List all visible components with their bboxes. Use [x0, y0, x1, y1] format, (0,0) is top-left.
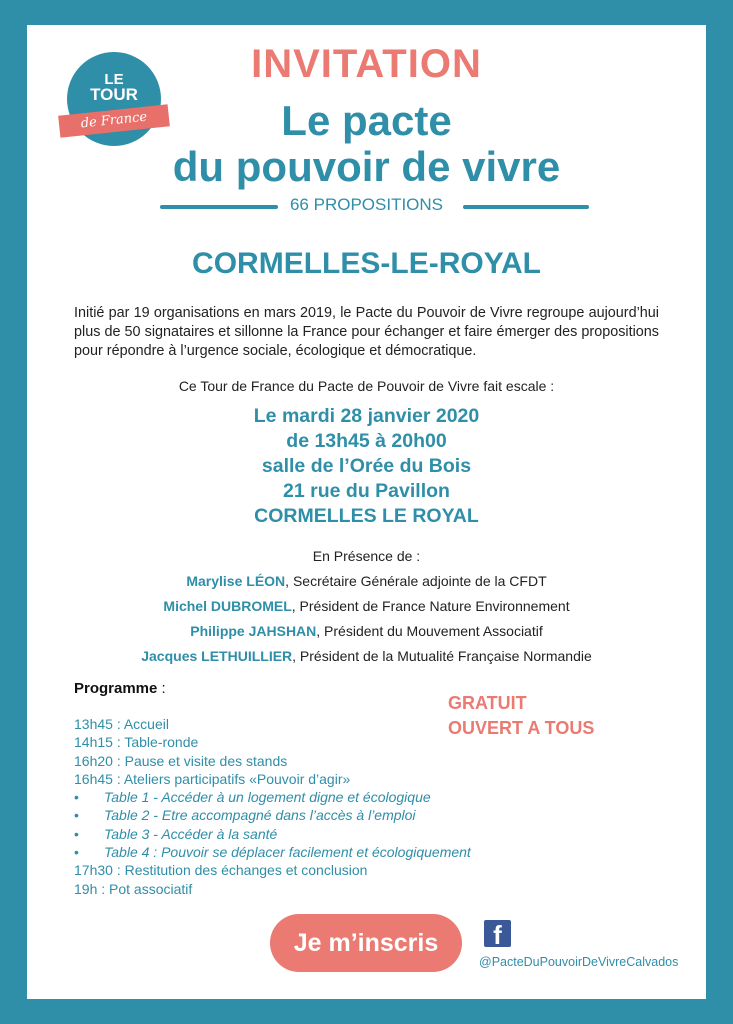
pacte-title-line-2: du pouvoir de vivre: [172, 143, 561, 190]
programme-item: [74, 770, 471, 788]
programme-item-text: Table 1 - Accéder à un logement digne et écologique: [104, 789, 431, 806]
guest-line: [27, 648, 706, 664]
guest-role: , Secrétaire Générale adjointe de la CFDT: [285, 573, 547, 589]
programme-item: [74, 806, 471, 824]
programme-list: [74, 715, 471, 898]
free-line-2: OUVERT A TOUS: [448, 718, 595, 738]
programme-item: [74, 880, 471, 898]
guest-name: Philippe JAHSHAN: [190, 623, 317, 639]
guest-role: , Président de la Mutualité Française Normandie: [292, 648, 592, 664]
guest-role: , Président de France Nature Environnement: [291, 598, 570, 614]
guest-name: Michel DUBROMEL: [163, 598, 292, 614]
free-line-1: GRATUIT: [448, 693, 527, 713]
programme-item-text: Table 3 - Accéder à la santé: [104, 825, 278, 842]
guest-name: Jacques LETHUILLIER: [141, 648, 293, 664]
facebook-handle-link[interactable]: @PacteDuPouvoirDeVivreCalvados: [479, 955, 679, 969]
programme-item: [74, 752, 471, 770]
logo-line-1: LE: [104, 71, 124, 88]
event-details: [27, 404, 706, 529]
programme-item-text: Table 4 : Pouvoir se déplacer facilement et écologiquement: [104, 844, 471, 861]
programme-item-text: 16h45 : Ateliers participatifs «Pouvoir d’agir»: [74, 770, 351, 787]
programme-item-text: 19h : Pot associatif: [74, 880, 193, 897]
facebook-icon[interactable]: f: [484, 920, 511, 947]
invitation-page: [27, 25, 706, 999]
guest-line: [27, 598, 706, 614]
invitation-heading: INVITATION: [251, 42, 482, 86]
programme-item: [74, 788, 471, 806]
logo-line-2: TOUR: [90, 85, 138, 104]
programme-item-text: 16h20 : Pause et visite des stands: [74, 752, 288, 769]
pacte-title-line-1: Le pacte: [281, 97, 452, 144]
programme-item-text: 14h15 : Table-ronde: [74, 734, 199, 751]
programme-item: [74, 825, 471, 843]
event-date: Le mardi 28 janvier 2020: [253, 405, 480, 427]
guest-role: , Président du Mouvement Associatif: [316, 623, 543, 639]
event-venue: salle de l’Orée du Bois: [261, 455, 472, 477]
logo-ribbon: de France: [58, 104, 170, 137]
guest-line: [27, 573, 706, 589]
signup-button[interactable]: Je m’inscris: [270, 914, 462, 972]
guest-name: Marylise LÉON: [186, 573, 286, 589]
city-heading: CORMELLES-LE-ROYAL: [192, 247, 541, 280]
programme-heading: [74, 680, 166, 697]
programme-item-text: Table 2 - Etre accompagné dans l’accès à l’emploi: [104, 807, 416, 824]
programme-item: [74, 843, 471, 861]
event-time: de 13h45 à 20h00: [286, 430, 447, 452]
free-entry-notice: [448, 691, 594, 741]
propositions-subtitle: 66 PROPOSITIONS: [289, 195, 444, 214]
programme-suffix: :: [157, 680, 166, 697]
guest-line: [27, 623, 706, 639]
bullet-glyph: •: [74, 807, 79, 824]
programme-item: [74, 715, 471, 733]
intro-paragraph: Initié par 19 organisations en mars 2019, le Pacte du Pouvoir de Vivre regroupe aujourd’hui plus de 50 signataires et sillonne la France pour échanger et faire émerger des propositions pour répondre à l’urgence sociale, écologique et démocratique.: [74, 305, 659, 359]
bullet-glyph: •: [74, 825, 79, 842]
bullet-glyph: •: [74, 844, 79, 861]
programme-item: [74, 733, 471, 751]
escale-text: Ce Tour de France du Pacte de Pouvoir de Vivre fait escale :: [178, 378, 555, 394]
programme-title: Programme: [74, 680, 158, 697]
bullet-glyph: •: [74, 789, 79, 806]
presence-label: En Présence de :: [312, 548, 421, 564]
programme-item-text: 13h45 : Accueil: [74, 716, 169, 732]
programme-item-text: 17h30 : Restitution des échanges et conclusion: [74, 862, 368, 879]
event-town: CORMELLES LE ROYAL: [254, 505, 479, 527]
programme-item: [74, 861, 471, 879]
event-address: 21 rue du Pavillon: [283, 480, 450, 502]
